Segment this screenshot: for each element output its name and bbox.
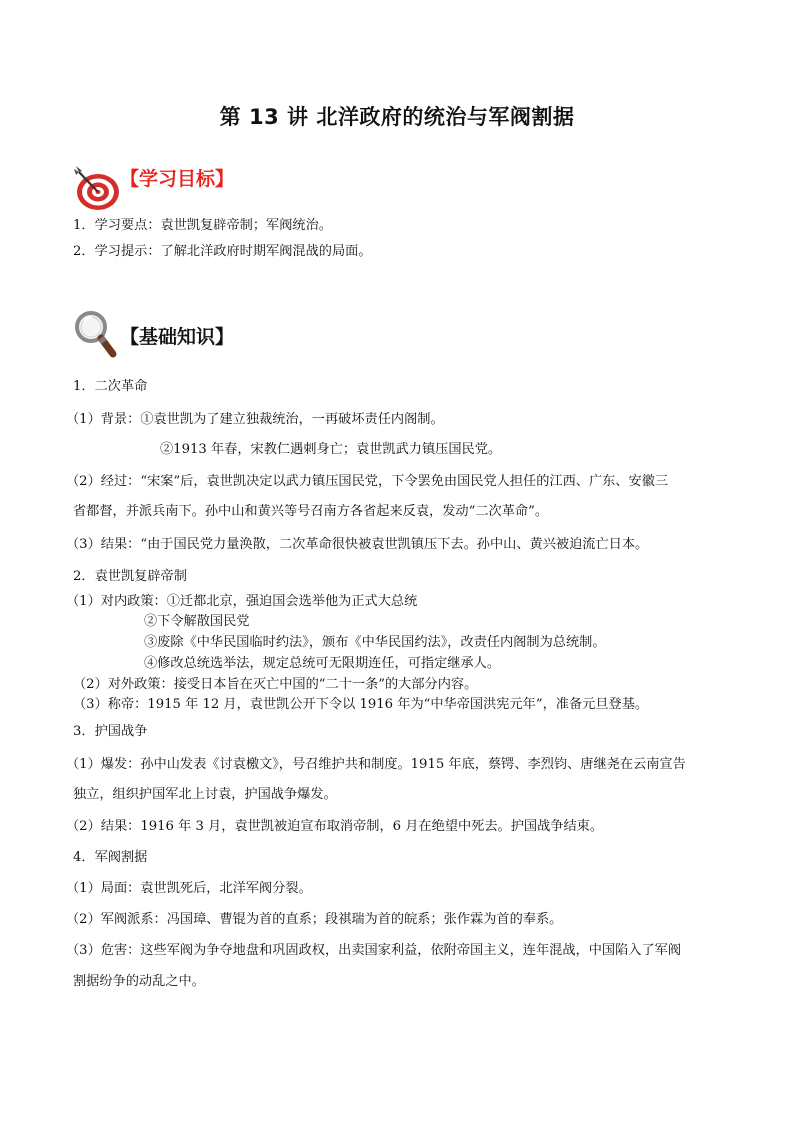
line-2-4: ④修改总统选举法，规定总统可无限期连任，可指定继承人。 [144, 656, 501, 671]
line-2-1: （1）对内政策：①迁都北京，强迫国会选举他为正式大总统 [66, 594, 418, 609]
heading-4: 4．军阀割据 [73, 850, 148, 865]
line-2-2: ②下令解散国民党 [144, 614, 250, 629]
line-4-3: （3）危害：这些军阀为争夺地盘和巩固政权，出卖国家利益，依附帝国主义，连年混战，中国陷入了军阀 [66, 943, 682, 958]
target-dart-icon [70, 160, 126, 212]
line-2-3: ③废除《中华民国临时约法》，颁布《中华民国约法》，改责任内阁制为总统制。 [144, 635, 606, 650]
magnifier-icon [73, 309, 119, 359]
line-3-1: （1）爆发：孙中山发表《讨袁檄文》，号召维护共和制度。1915 年底，蔡锷、李烈钧、唐继尧在云南宣告 [66, 757, 686, 772]
page-title: 第 13 讲 北洋政府的统治与军阀割据 [219, 105, 575, 129]
line-3-3: （2）结果：1916 年 3 月，袁世凯被迫宣布取消帝制，6 月在绝望中死去。护国战争结束。 [66, 819, 604, 834]
line-1-5: （3）结果：“由于国民党力量涣散，二次革命很快被袁世凯镇压下去。孙中山、黄兴被迫流亡日本。 [66, 537, 649, 552]
heading-3: 3．护国战争 [73, 724, 148, 739]
line-3-2: 独立，组织护国军北上讨袁，护国战争爆发。 [73, 787, 337, 802]
goal-item-2: 2．学习提示：了解北洋政府时期军阀混战的局面。 [73, 244, 372, 259]
goal-item-1: 1．学习要点：袁世凯复辟帝制；军阀统治。 [73, 218, 332, 233]
line-4-1: （1）局面：袁世凯死后，北洋军阀分裂。 [66, 881, 312, 896]
basics-heading: 【基础知识】 [120, 326, 235, 348]
line-2-6: （3）称帝：1915 年 12 月，袁世凯公开下令以 1916 年为“中华帝国洪宪元年”，准备元旦登基。 [73, 697, 649, 712]
line-4-4: 割据纷争的动乱之中。 [73, 974, 205, 989]
line-1-4: 省都督，并派兵南下。孙中山和黄兴等号召南方各省起来反袁，发动“二次革命”。 [73, 504, 549, 519]
line-2-5: （2）对外政策：接受日本旨在灭亡中国的“二十一条”的大部分内容。 [73, 677, 478, 692]
line-1-3: （2）经过：“宋案”后，袁世凯决定以武力镇压国民党，下令罢免由国民党人担任的江西、广东、安徽三 [66, 474, 669, 489]
heading-1: 1．二次革命 [73, 379, 148, 394]
line-1-1: （1）背景：①袁世凯为了建立独裁统治，一再破坏责任内阁制。 [66, 412, 444, 427]
line-4-2: （2）军阀派系：冯国璋、曹锟为首的直系；段祺瑞为首的皖系；张作霖为首的奉系。 [66, 912, 563, 927]
line-1-2: ②1913 年春，宋教仁遇刺身亡；袁世凯武力镇压国民党。 [160, 442, 502, 457]
goals-heading: 【学习目标】 [120, 168, 235, 190]
heading-2: 2．袁世凯复辟帝制 [73, 569, 187, 584]
